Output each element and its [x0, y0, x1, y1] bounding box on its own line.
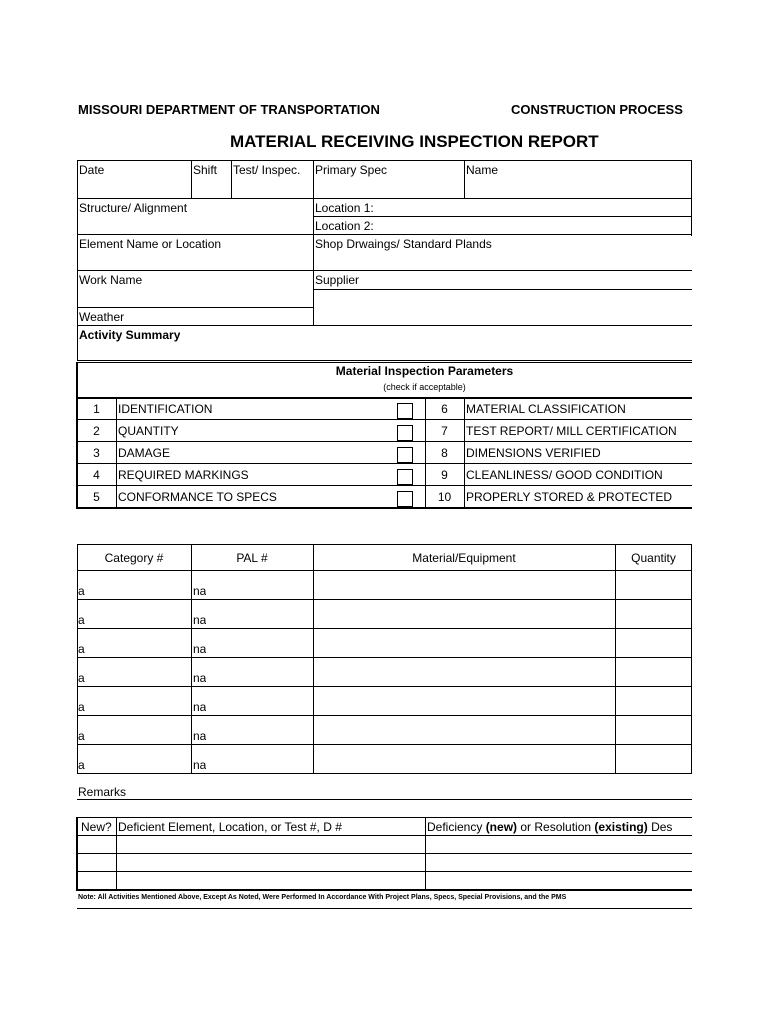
param-label: REQUIRED MARKINGS: [118, 468, 249, 482]
location-2-label: Location 2:: [315, 219, 374, 233]
pal-cell: na: [193, 584, 207, 598]
supplier-label: Supplier: [315, 273, 360, 287]
structure-alignment-label: Structure/ Alignment: [79, 201, 188, 215]
quantity-header: Quantity: [631, 551, 676, 565]
param-checkbox[interactable]: [397, 425, 413, 441]
param-number: 7: [441, 424, 448, 438]
param-number: 6: [441, 402, 448, 416]
pal-cell: na: [193, 729, 207, 743]
param-label: CLEANLINESS/ GOOD CONDITION: [466, 468, 663, 482]
param-checkbox[interactable]: [397, 491, 413, 507]
param-number: 8: [441, 446, 448, 460]
material-header: Material/Equipment: [412, 551, 516, 565]
category-cell: a: [78, 729, 85, 743]
param-label: DIMENSIONS VERIFIED: [466, 446, 601, 460]
pal-cell: na: [193, 642, 207, 656]
param-checkbox[interactable]: [397, 403, 413, 419]
param-label: TEST REPORT/ MILL CERTIFICATION: [466, 424, 677, 438]
remarks-label: Remarks: [78, 785, 127, 799]
category-cell: a: [78, 613, 85, 627]
category-cell: a: [78, 758, 85, 772]
pal-cell: na: [193, 671, 207, 685]
param-number: 1: [93, 402, 100, 416]
category-cell: a: [78, 642, 85, 656]
section-name: CONSTRUCTION PROCESS: [511, 102, 683, 117]
shop-drawings-label: Shop Drwaings/ Standard Plands: [315, 237, 492, 251]
pal-header: PAL #: [236, 551, 268, 565]
category-cell: a: [78, 700, 85, 714]
param-label: MATERIAL CLASSIFICATION: [466, 402, 626, 416]
report-title: MATERIAL RECEIVING INSPECTION REPORT: [230, 132, 599, 151]
pal-cell: na: [193, 700, 207, 714]
category-cell: a: [78, 584, 85, 598]
param-number: 5: [93, 490, 100, 504]
location-1-label: Location 1:: [315, 201, 374, 215]
category-cell: a: [78, 671, 85, 685]
work-name-label: Work Name: [79, 273, 143, 287]
deficiency-description-header: Deficiency (new) or Resolution (existing) Des: [427, 820, 673, 834]
element-name-label: Element Name or Location: [79, 237, 222, 251]
param-number: 10: [437, 490, 452, 504]
activity-summary-label: Activity Summary: [79, 328, 181, 342]
test-inspec-label: Test/ Inspec.: [233, 163, 301, 177]
primary-spec-label: Primary Spec: [315, 163, 388, 177]
param-number: 2: [93, 424, 100, 438]
shift-label: Shift: [193, 163, 218, 177]
new-header: New?: [81, 820, 112, 834]
department-name: MISSOURI DEPARTMENT OF TRANSPORTATION: [78, 102, 380, 117]
param-number: 3: [93, 446, 100, 460]
weather-label: Weather: [79, 310, 125, 324]
category-header: Category #: [104, 551, 164, 565]
param-label: IDENTIFICATION: [118, 402, 213, 416]
param-label: DAMAGE: [118, 446, 171, 460]
param-checkbox[interactable]: [397, 447, 413, 463]
deficient-element-header: Deficient Element, Location, or Test #, D #: [118, 820, 342, 834]
param-label: PROPERLY STORED & PROTECTED: [466, 490, 673, 504]
parameters-subtitle: (check if acceptable): [383, 382, 466, 392]
parameters-title: Material Inspection Parameters: [335, 364, 514, 378]
pal-cell: na: [193, 758, 207, 772]
param-checkbox[interactable]: [397, 469, 413, 485]
pal-cell: na: [193, 613, 207, 627]
param-number: 9: [441, 468, 448, 482]
date-label: Date: [79, 163, 105, 177]
param-number: 4: [93, 468, 100, 482]
compliance-note: Note: All Activities Mentioned Above, Except As Noted, Were Performed In Accordance With Project Plans, Specs, Special Provisions, and the PMS: [78, 894, 567, 901]
name-label: Name: [466, 163, 499, 177]
param-label: QUANTITY: [118, 424, 179, 438]
param-label: CONFORMANCE TO SPECS: [118, 490, 277, 504]
